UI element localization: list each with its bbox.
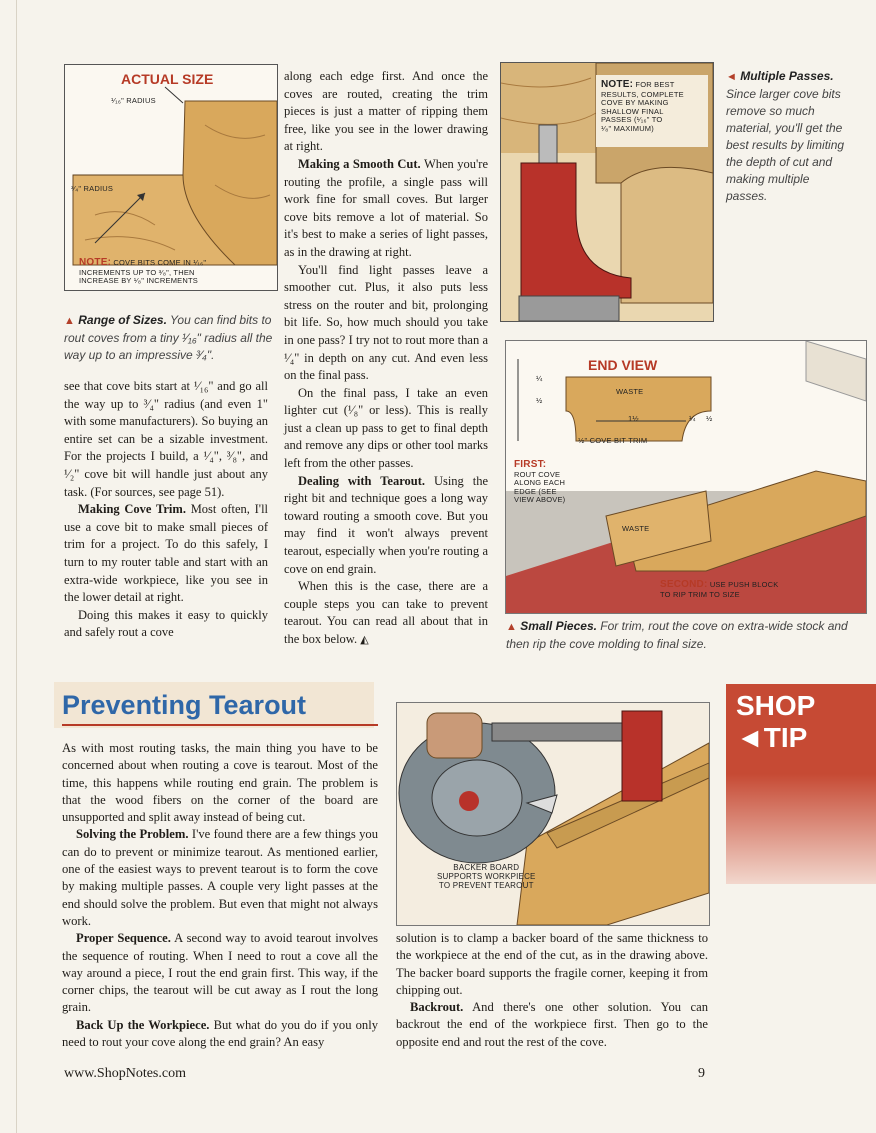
paragraph xyxy=(396,999,708,1051)
caption-bold: Range of Sizes. xyxy=(78,313,167,327)
run-in-head: Proper Sequence. xyxy=(76,931,171,946)
note-line: ¹⁄₈" MAXIMUM) xyxy=(601,124,654,133)
figure-note xyxy=(601,79,684,134)
paragraph-text: Using the right bit and technique goes a long way toward routing a smooth cove. But you may find it won't always prevent tearout, especially when you're routing a cove on end grain. xyxy=(284,473,488,576)
caption-multiple-passes xyxy=(726,68,852,205)
caption-text: Since larger cove bits remove so much material, you'll get the best results by limiting the depth of cut and making multiple passes. xyxy=(726,87,845,203)
dim-label: ½ xyxy=(706,414,713,423)
step-line: EDGE (SEE xyxy=(514,486,557,496)
box-column-1 xyxy=(62,740,378,1051)
paragraph-text: A second way to avoid tearout involves the sequence of routing. When I need to rout a cove all the way around a piece, I rout the end grain first. This way, if the corner chips, the tearout will be cut away as I rout the long grain. xyxy=(62,931,378,1015)
paragraph-text: Most often, I'll use a cove bit to make small pieces of trim for a project. To do this safely, I turn to my router table and start with an extra-wide workpiece, like you see in the lower detail at right. xyxy=(64,502,269,605)
label-line: SUPPORTS WORKPIECE xyxy=(437,872,536,882)
note-line: INCREMENTS UP TO ³⁄₈", THEN xyxy=(79,267,195,277)
note-line: PASSES (¹⁄₁₆" TO xyxy=(601,115,663,125)
paragraph xyxy=(62,1017,378,1052)
backer-label xyxy=(437,863,536,891)
dim-label: 1½ xyxy=(628,414,639,423)
paragraph: see that cove bits start at ¹⁄₁₆" and go all the way up to ³⁄₄" radius (and even 1" with some manufacturers). So buying an entire set can be a sizable investment. For the projects I build, a ¹⁄₄", ³⁄₈", and ¹⁄₂" cove bit will handle just about any task. (For sources, see page 51). xyxy=(64,379,268,499)
shop-tip-line2: ◄TIP xyxy=(736,722,808,753)
label-line: TO PREVENT TEAROUT xyxy=(438,881,534,891)
note-line: SHALLOW FINAL xyxy=(601,106,664,116)
step-lead: SECOND: xyxy=(660,579,708,590)
label-line: BACKER BOARD xyxy=(453,863,520,872)
run-in-head: Making a Smooth Cut. xyxy=(298,156,421,171)
step-line: USE PUSH BLOCK xyxy=(709,580,779,589)
paragraph xyxy=(62,826,378,930)
note-line: FOR BEST xyxy=(635,80,675,89)
waste-label: WASTE xyxy=(616,387,644,396)
backer-board-drawing xyxy=(397,703,709,925)
shop-tip-line1: SHOP xyxy=(736,690,816,721)
caption-bold: Multiple Passes. xyxy=(740,69,834,83)
page-number: 9 xyxy=(698,1066,705,1081)
paragraph: solution is to clamp a backer board of the same thickness to the workpiece at the end of the cut, as in the drawing above. The backer board supports the fragile corner, keeping it from chipping out. xyxy=(396,931,708,997)
run-in-head: Dealing with Tearout. xyxy=(298,473,426,488)
figure-title: END VIEW xyxy=(588,357,658,373)
paragraph-text: But what do you do if you only need to rout your cove along the end grain? An easy xyxy=(62,1017,378,1050)
step-line: VIEW ABOVE) xyxy=(514,495,566,505)
caption-small-pieces xyxy=(506,618,856,653)
large-radius-label: ³⁄₄" RADIUS xyxy=(71,184,114,193)
box-title: Preventing Tearout xyxy=(62,690,307,720)
run-in-head: Making Cove Trim. xyxy=(78,502,186,517)
paragraph: along each edge first. And once the coves are routed, creating the trim pieces is just a matter of ripping them free, like you see in the lower drawing at right. xyxy=(284,69,488,154)
paragraph: You'll find light passes leave a smoother cut. Plus, it also puts less stress on the router and bit, prolonging bit life. So, how much should you take in one pass? I try not to rout more than a ¹⁄₄" in depth on any cut. And even less on the final pass. xyxy=(284,262,488,383)
paragraph-text: When you're routing the profile, a single pass will work fine for small coves. But larger cove bits remove a lot of material. So it's best to make a series of light passes, as in the drawing at right. xyxy=(284,156,489,259)
step-line: ROUT COVE xyxy=(514,469,561,479)
box-title-rule xyxy=(62,724,378,726)
caption-text: For trim, rout the cove on extra-wide stock and then rip the cove molding to final size. xyxy=(506,619,848,651)
dim-label: ½ xyxy=(536,396,543,405)
paragraph: Doing this makes it easy to quickly and safely rout a cove xyxy=(64,607,268,640)
note-line: INCREASE BY ¹⁄₈" INCREMENTS xyxy=(79,276,198,286)
small-radius-label: ¹⁄₁₆" RADIUS xyxy=(111,96,156,105)
caption-triangle-icon: ▲ xyxy=(506,621,517,633)
end-mark-icon: ◭ xyxy=(360,634,369,646)
paragraph xyxy=(64,501,268,607)
paragraph xyxy=(62,930,378,1016)
paragraph: As with most routing tasks, the main thing you have to be concerned about when routing a cove is tearout. Most of the time, this happens while routing end grain. The problem is that the wood fibers on the corner of the board are unsupported and split away instead of being cut. xyxy=(62,741,378,825)
shop-tip-text xyxy=(736,690,815,754)
paragraph: On the final pass, I take an even lighter cut (¹⁄₈" or less). This is really just a clean up pass to get to final depth and remove any dips or other tool marks left from the other passes. xyxy=(284,385,488,471)
figure-actual-size xyxy=(64,64,278,291)
paragraph xyxy=(284,156,488,262)
note-line: RESULTS, COMPLETE xyxy=(601,89,684,99)
paragraph xyxy=(284,578,488,649)
figure-backer-board xyxy=(396,702,710,926)
column-2 xyxy=(284,68,488,650)
dim-label: ¼ xyxy=(536,374,543,383)
step-line: TO RIP TRIM TO SIZE xyxy=(660,589,740,599)
figure-multiple-passes xyxy=(500,62,714,322)
figure-note xyxy=(79,257,206,286)
caption-triangle-icon: ◄ xyxy=(726,71,737,83)
dim-label: ¼ xyxy=(689,414,696,423)
caption-text: You can find bits to rout coves from a tiny ¹⁄₁₆" radius all the way up to an impressive ³⁄₄". xyxy=(64,313,273,362)
note-line: COVE BY MAKING xyxy=(601,98,669,108)
paragraph-text: When this is the case, there are a couple steps you can take to prevent tearout. You can read all about that in the box below. xyxy=(284,579,488,646)
step-line: ALONG EACH xyxy=(514,478,566,488)
note-lead: NOTE: xyxy=(601,79,634,90)
caption-range-of-sizes xyxy=(64,312,276,364)
figure-end-view xyxy=(505,340,867,614)
paragraph-text: And there's one other solution. You can backrout the end of the workpiece first. Then go to the opposite end and rout the rest of the cove. xyxy=(396,1000,708,1049)
box-column-2 xyxy=(396,930,708,1051)
second-step-label xyxy=(660,579,778,599)
paragraph xyxy=(284,473,488,579)
first-step-label xyxy=(514,459,565,505)
figure-title: ACTUAL SIZE xyxy=(121,71,214,87)
run-in-head: Backrout. xyxy=(410,1000,464,1015)
caption-triangle-icon: ▲ xyxy=(64,315,75,327)
waste-label: WASTE xyxy=(622,524,650,533)
paragraph-text: I've found there are a few things you can do to prevent or minimize tearout. As mentioned earlier, one of the easiest ways to prevent tearout is to form the cove by making multiple passes. A couple very light passes at the end should solve the problem. But even that might not always work. xyxy=(62,827,378,928)
page-edge xyxy=(16,0,17,1133)
step-lead: FIRST: xyxy=(514,459,547,470)
footer-url[interactable]: www.ShopNotes.com xyxy=(64,1066,186,1081)
run-in-head: Back Up the Workpiece. xyxy=(76,1017,210,1032)
run-in-head: Solving the Problem. xyxy=(76,827,189,842)
note-lead: NOTE: xyxy=(79,257,112,268)
column-1 xyxy=(64,378,268,642)
trim-label: ½" COVE BIT TRIM xyxy=(578,436,648,445)
caption-bold: Small Pieces. xyxy=(520,619,597,633)
note-line: COVE BITS COME IN ¹⁄₁₆" xyxy=(113,258,207,267)
